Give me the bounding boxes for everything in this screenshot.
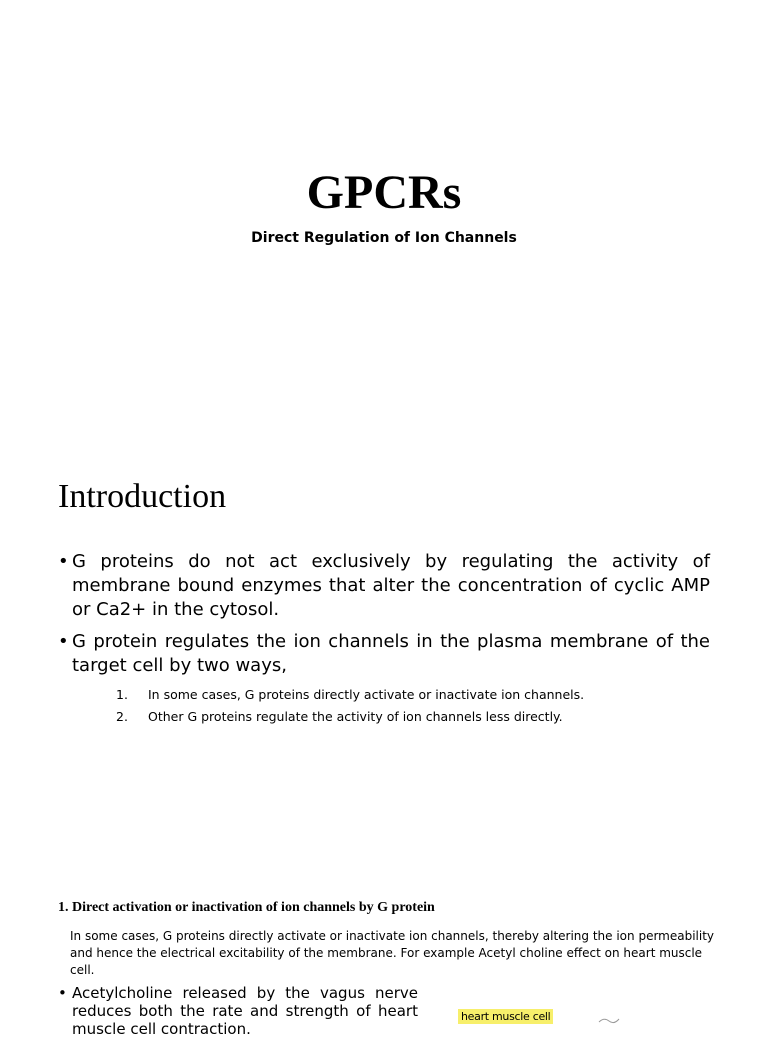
bullet-list [58,550,710,686]
slide-title [0,0,768,432]
slide-direct-activation [0,864,768,1038]
bullet-text: G proteins do not act exclusively by regulating the activity of membrane bound enzymes that alter the concentration of cyclic AMP or Ca2+ in the cytosol. [72,551,710,620]
bullet-text: G protein regulates the ion channels in the plasma membrane of the target cell by two ways, [72,631,710,676]
bullet-dot-icon: • [58,551,69,572]
numbered-item [116,706,584,728]
section-paragraph: In some cases, G proteins directly activate or inactivate ion channels, thereby altering the ion permeability and hence the electrical excitability of the membrane. For example Acetyl choline effect on heart muscle cell. [70,929,715,977]
item-text: In some cases, G proteins directly activate or inactivate ion channels. [148,687,585,702]
section-title: Introduction [58,478,227,515]
figure-label: heart muscle cell [458,1009,553,1024]
page-subtitle: Direct Regulation of Ion Channels [251,230,517,246]
numbered-list [116,684,584,728]
bullet-item [58,630,710,678]
section-heading: 1. Direct activation or inactivation of ion channels by G protein [58,900,435,915]
bullet-dot-icon: • [58,631,69,652]
bullet-item [58,550,710,622]
item-number: 2. [116,709,128,724]
bullet-text: Acetylcholine released by the vagus nerve reduces both the rate and strength of heart muscle cell contraction. [72,984,418,1038]
item-number: 1. [116,687,128,702]
bullet-item [58,984,418,1038]
figure-mark-icon [598,1016,620,1024]
bullet-dot-icon: • [58,984,67,1002]
item-text: Other G proteins regulate the activity of ion channels less directly. [148,709,563,724]
slide-introduction [0,432,768,864]
numbered-item [116,684,584,706]
page-title: GPCRs [306,166,462,219]
